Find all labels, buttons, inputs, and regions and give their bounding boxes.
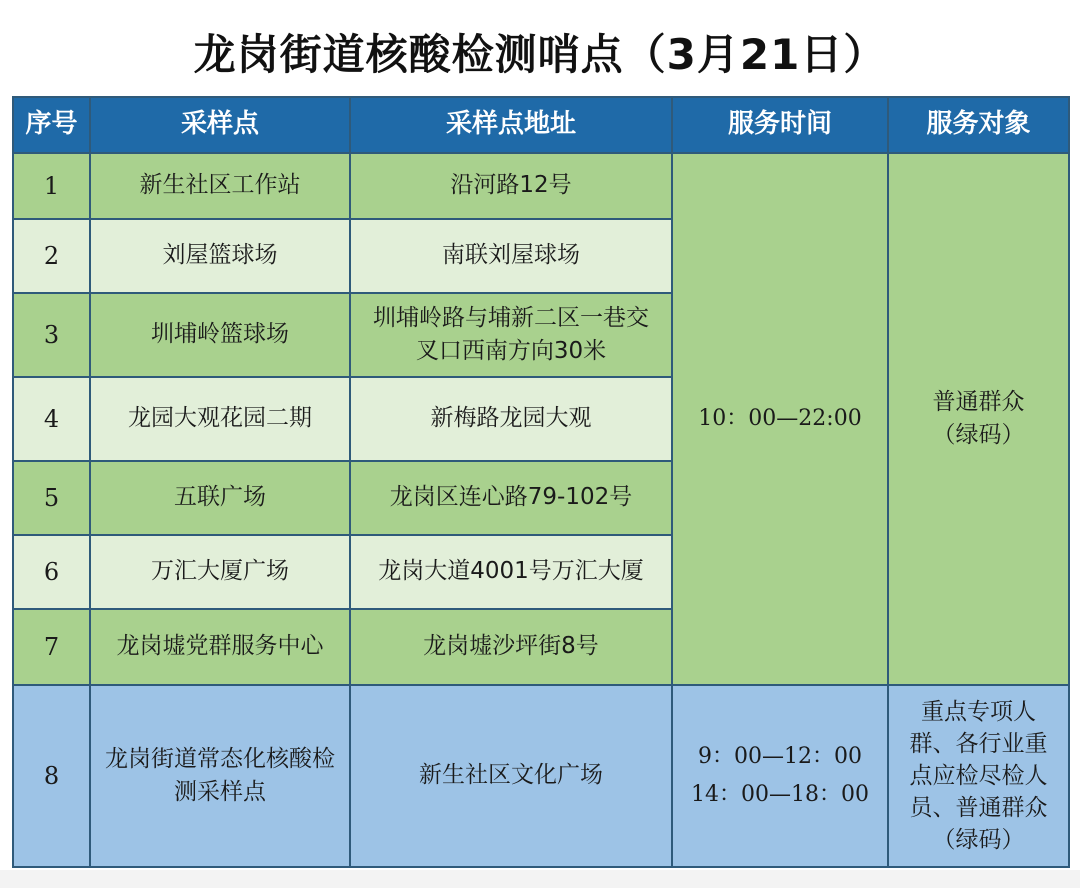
row-no: 5 (13, 461, 90, 535)
row-no: 6 (13, 535, 90, 609)
table-row (13, 153, 1069, 219)
row-address: 新生社区文化广场 (350, 685, 672, 867)
table-header-row (13, 97, 1069, 153)
row-address: 龙岗区连心路79-102号 (350, 461, 672, 535)
row-service-time (672, 685, 888, 867)
header-site: 采样点 (90, 97, 350, 153)
group-service-time: 10：00—22:00 (672, 153, 888, 685)
header-service-time: 服务时间 (672, 97, 888, 153)
row-address: 沿河路12号 (350, 153, 672, 219)
target-line: 普通群众 (932, 388, 1025, 415)
header-no: 序号 (13, 97, 90, 153)
row-site: 龙园大观花园二期 (90, 377, 350, 461)
group-target (888, 153, 1069, 685)
target-line: （绿码） (932, 827, 1025, 854)
row-no: 1 (13, 153, 90, 219)
target-line: 点应检尽检人 (909, 762, 1048, 789)
site-line: 龙岗街道常态化核酸检 (105, 745, 335, 772)
row-target (888, 685, 1069, 867)
row-no: 7 (13, 609, 90, 685)
row-no: 4 (13, 377, 90, 461)
row-site: 圳埔岭篮球场 (90, 293, 350, 377)
page-title: 龙岗街道核酸检测哨点（3月21日） (193, 30, 887, 79)
row-site: 刘屋篮球场 (90, 219, 350, 293)
row-address: 圳埔岭路与埔新二区一巷交叉口西南方向30米 (350, 293, 672, 377)
row-site: 万汇大厦广场 (90, 535, 350, 609)
row-site (90, 685, 350, 867)
row-address: 龙岗墟沙坪街8号 (350, 609, 672, 685)
row-address: 新梅路龙园大观 (350, 377, 672, 461)
row-address: 南联刘屋球场 (350, 219, 672, 293)
row-no: 2 (13, 219, 90, 293)
time-line: 14：00—18：00 (691, 782, 869, 807)
target-line: 员、普通群众 (909, 795, 1048, 822)
row-site: 新生社区工作站 (90, 153, 350, 219)
table-row-8 (13, 685, 1069, 867)
header-address: 采样点地址 (350, 97, 672, 153)
row-address: 龙岗大道4001号万汇大厦 (350, 535, 672, 609)
row-site: 龙岗墟党群服务中心 (90, 609, 350, 685)
target-line: 群、各行业重 (909, 730, 1048, 757)
row-site: 五联广场 (90, 461, 350, 535)
time-line: 9：00—12：00 (698, 743, 862, 769)
target-line: （绿码） (932, 422, 1025, 448)
header-target: 服务对象 (888, 97, 1069, 153)
site-line: 测采样点 (174, 779, 266, 805)
target-line: 重点专项人 (921, 698, 1036, 725)
row-no: 8 (13, 685, 90, 867)
sampling-sites-table (12, 96, 1070, 868)
bottom-strip (0, 870, 1080, 888)
row-no: 3 (13, 293, 90, 377)
